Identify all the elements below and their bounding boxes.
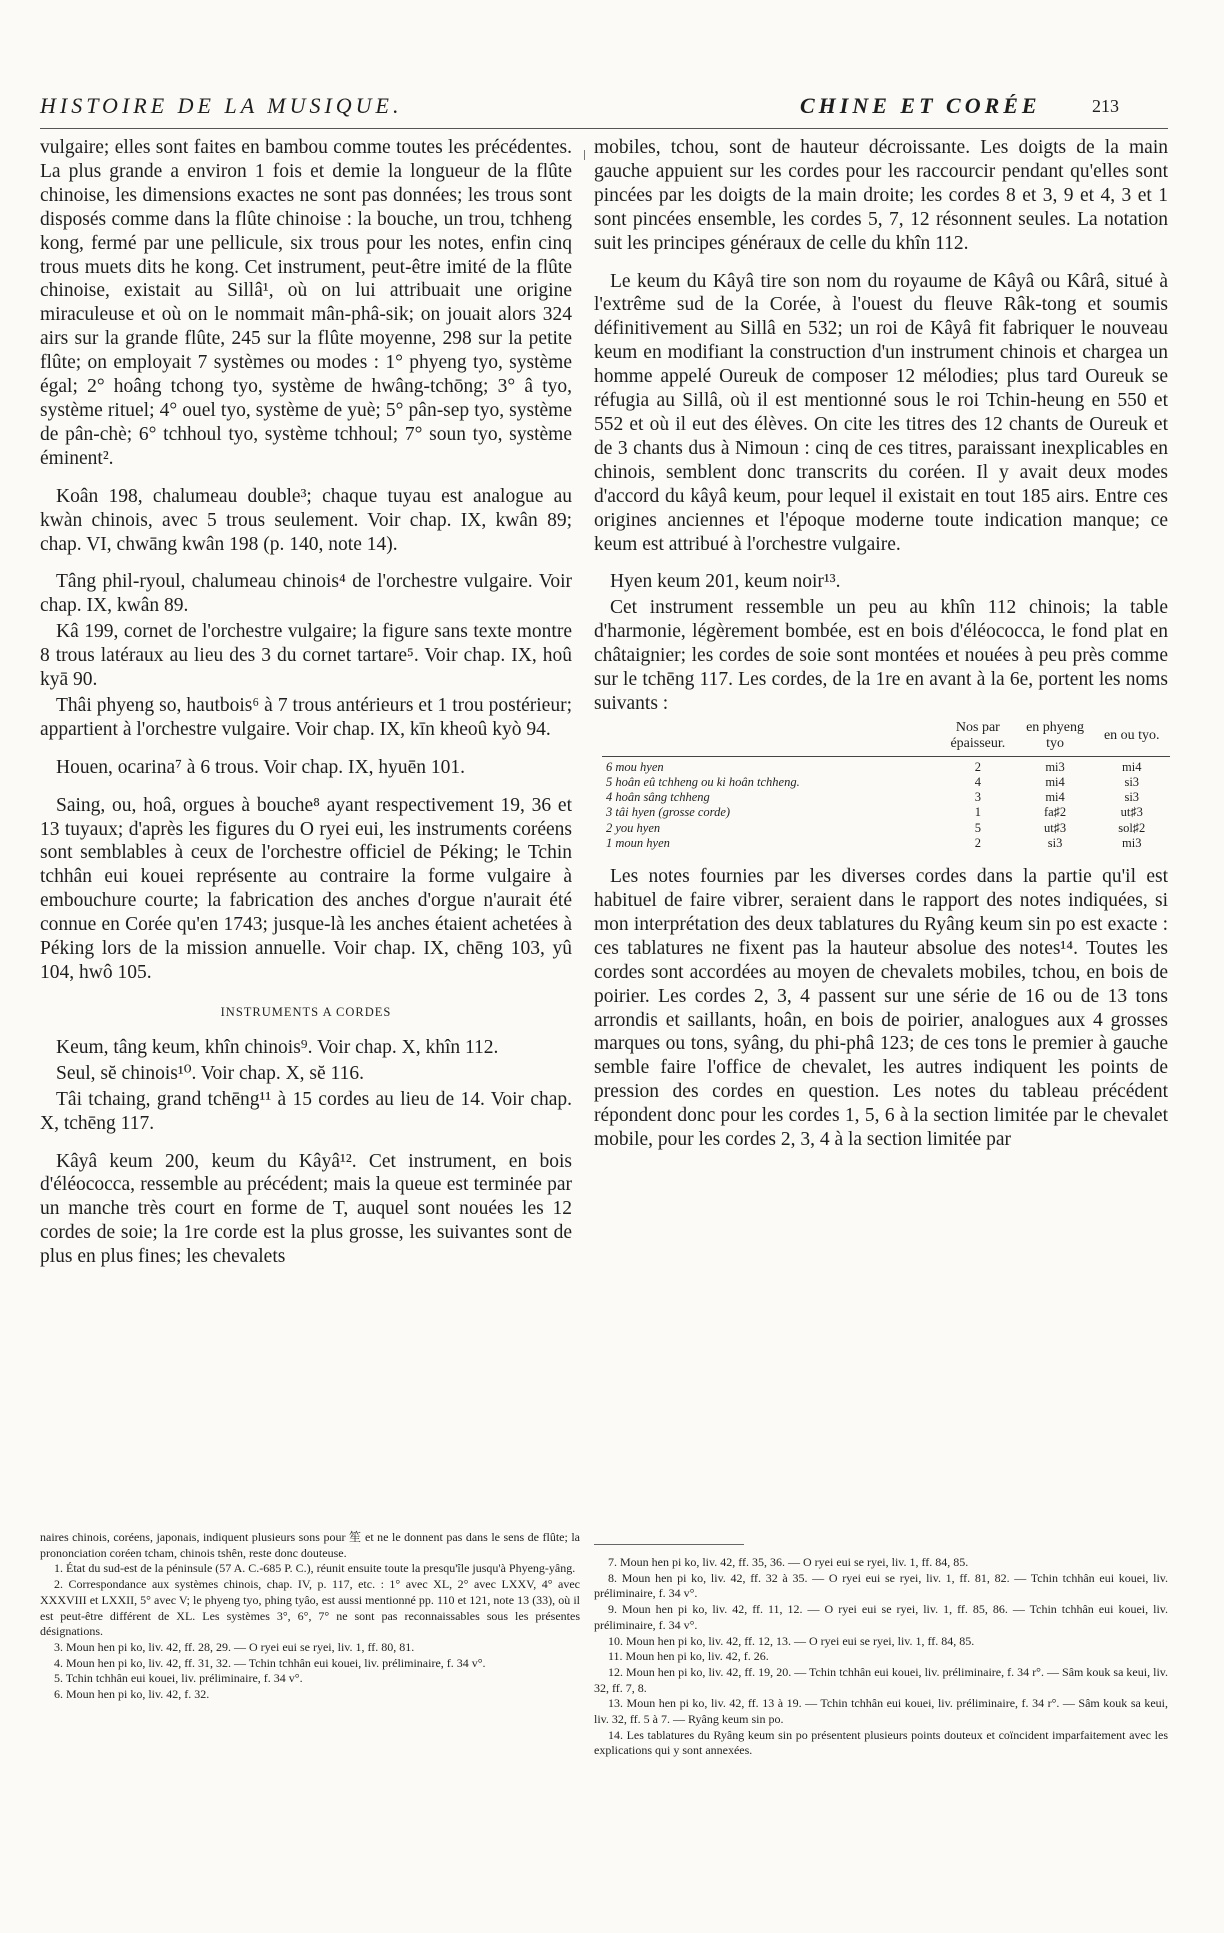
table-cell: 4 hoân sâng tchheng	[606, 790, 710, 805]
table-cell: 5	[974, 820, 981, 835]
footnote-separator	[594, 1544, 744, 1545]
paragraph: Saing, ou, hoâ, orgues à bouche⁸ ayant respectivement 19, 36 et 13 tuyaux; d'après les figures du O ryei eui, les instruments coréens sont semblables à ceux de l'orchestre officiel de Péking; le Tchin tchhân eui kouei représente au contraire la forme vulgaire à embouchure courte; la fabrication des anches d'orgue n'aurait été connue en Corée qu'en 1743; jusque-là les anches étaient achetées à Péking lors de la mission annuelle. Voir chap. IX, chēng 103, yû 104, hwô 105.	[40, 794, 572, 983]
string-names-table	[602, 720, 1170, 851]
paragraph: Cet instrument ressemble un peu au khîn 112 chinois; la table d'harmonie, légèrement bombée, est en bois d'éléococca, le fond plat en châtaignier; les cordes de soie sont montées et nouées à peu près comme sur le tchēng 117. Les cordes, de la 1re en avant à la 6e, portent les noms suivants :	[594, 597, 1168, 714]
header-rule	[40, 128, 1168, 129]
paragraph: Koân 198, chalumeau double³; chaque tuyau est analogue au kwàn chinois, avec 5 trous seulement. Voir chap. IX, kwân 89; chap. VI, chwāng kwân 198 (p. 140, note 14).	[40, 485, 572, 555]
table-row	[602, 805, 1170, 820]
paragraph: Le keum du Kâyâ tire son nom du royaume de Kâyâ ou Kârâ, situé à l'extrême sud de la Corée, à l'ouest du fleuve Râk-tong et soumis définitivement au Sillâ en 532; un roi de Kâyâ fit fabriquer le nouveau keum en modifiant la construction d'un instrument chinois et chargea un homme appelé Oureuk de composer 12 mélodies; plus tard Oureuk se réfugia au Sillâ, où il est mentionné sous le roi Tchin-heung en 550 et 552 et où il eut des élèves. On cite les titres des 12 chants de Oureuk et de 3 chants dus à Nimoun : cinq de ces titres, paraissant inexplicables en chinois, semblent donc transcrits du coréen. Il y avait deux modes d'accord du kâyâ keum, pour lequel il existait en tout 185 airs. Entre ces origines anciennes et l'époque moderne toute indication manque; ce keum est attribué à l'orchestre vulgaire.	[594, 270, 1168, 555]
footnote: 13. Moun hen pi ko, liv. 42, ff. 13 à 19. — Tchin tchhân eui kouei, liv. préliminaire, f. 34 r°. — Sâm kouk sa keui, liv. 32, ff. 5 à 7. — Ryâng keum sin po.	[594, 1696, 1168, 1727]
table-cell: ut♯3	[1120, 805, 1143, 820]
table-cell: 1 moun hyen	[606, 835, 670, 850]
right-column	[594, 136, 1168, 1166]
table-cell: 4	[974, 775, 981, 790]
paragraph: Seul, sĕ chinois¹⁰. Voir chap. X, sĕ 116.	[56, 1062, 364, 1084]
paragraph: vulgaire; elles sont faites en bambou comme toutes les précédentes. La plus grande a environ 1 fois et demie la longueur de la flûte chinoise, les dimensions exactes ne sont pas données; les trous sont disposés comme dans la flûte chinoise : la bouche, un trou, tchheng kong, fermé par une pellicule, six trous pour les notes, enfin cinq trous muets dits he kong. Cet instrument, peut-être imité de la flûte chinoise, existait au Sillâ¹, où on lui attribuait une origine miraculeuse et où on le nommait mân-phâ-sik; on jouait alors 324 airs sur la grande flûte, 245 sur la flûte moyenne, 298 sur la petite flûte; on employait 7 systèmes ou modes : 1° phyeng tyo, système égal; 2° hoâng tchong tyo, système de hwâng-tchōng; 3° â tyo, système rituel; 4° ouel tyo, système de yuè; 5° pân-sep tyo, système de pân-chè; 6° tchhoul tyo, système tchhoul; 7° soun tyo, système éminent².	[40, 137, 572, 469]
table-header: en phyeng tyo	[1026, 719, 1085, 751]
table-row	[602, 775, 1170, 790]
table-cell: ut♯3	[1043, 820, 1067, 835]
table-header: en ou tyo.	[1103, 727, 1160, 743]
running-header-left: HISTOIRE DE LA MUSIQUE.	[40, 93, 403, 118]
footnote: 14. Les tablatures du Ryâng keum sin po présentent plusieurs points douteux et coïncident imparfaitement avec les explications qui y sont annexées.	[594, 1727, 1168, 1758]
table-cell: mi4	[1045, 775, 1065, 790]
paragraph: Keum, tâng keum, khîn chinois⁹. Voir chap. X, khîn 112.	[56, 1036, 499, 1058]
paragraph: Tâi tchaing, grand tchēng¹¹ à 15 cordes au lieu de 14. Voir chap. X, tchēng 117.	[40, 1088, 572, 1134]
paragraph: Les notes fournies par les diverses cordes dans la partie qu'il est habituel de faire vibrer, seraient dans le rapport des notes indiquées, si mon interprétation des deux tablatures du Ryâng keum sin po est exacte : ces tablatures ne fixent pas la hauteur absolue des notes¹⁴. Toutes les cordes sont accordées au moyen de chevalets mobiles, tchou, en bois de poirier. Les cordes 2, 3, 4 passent sur une série de 16 ou de 13 tons arrondis et saillants, hoân, en bois de poirier, analogues aux 4 grosses marques ou tons, syâng, du phi-phâ 123; de ces tons le premier à gauche semble faire l'office de chevalet, les autres indiquent les points de pression des cordes en question. Les notes du tableau précédent répondent donc pour les cordes 1, 5, 6 à la section limitée par le chevalet mobile, pour les cordes 2, 3, 4 à la section limitée par	[594, 866, 1168, 1151]
footnote: 8. Moun hen pi ko, liv. 42, ff. 32 à 35. — O ryei eui se ryei, liv. 1, ff. 81, 82. — Tchin tchhân eui kouei, liv. préliminaire, f. 34 v°.	[594, 1570, 1168, 1601]
table-cell: 3 tâi hyen (grosse corde)	[606, 805, 731, 820]
column-divider-mark	[584, 150, 585, 160]
left-footnotes	[40, 1530, 580, 1703]
footnote: 9. Moun hen pi ko, liv. 42, ff. 11, 12. — O ryei eui se ryei, liv. 1, ff. 85, 86. — Tchin tchhân eui kouei, liv. préliminaire, f. 34 v°.	[594, 1602, 1168, 1632]
table-cell: mi3	[1122, 835, 1142, 850]
footnote: 10. Moun hen pi ko, liv. 42, ff. 12, 13. — O ryei eui se ryei, liv. 1, ff. 84, 85.	[608, 1633, 975, 1648]
footnote: 5. Tchin tchhân eui kouei, liv. préliminaire, f. 34 v°.	[54, 1671, 303, 1686]
table-cell: si3	[1124, 790, 1140, 805]
table-row	[602, 756, 1170, 775]
table-cell: 6 mou hyen	[602, 756, 939, 775]
table-cell: si3	[1047, 835, 1063, 850]
footnote: 2. Correspondance aux systèmes chinois, chap. IV, p. 117, etc. : 1° avec XL, 2° avec LXXV, 4° avec XXXVIII et LXXII, 5° avec V; le phyeng tyo, phing tyâo, est aussi mentionné pp. 110 et 121, note 13 (33), où il est peut-être différent de XL. Les systèmes 3°, 6°, 7° ne sont pas reconnaissables sous les présentes désignations.	[40, 1577, 580, 1639]
paragraph: Kâ 199, cornet de l'orchestre vulgaire; la figure sans texte montre 8 trous latéraux au lieu des 3 du cornet tartare⁵. Voir chap. IX, hoû kyā 90.	[40, 621, 572, 691]
table-cell: si3	[1124, 775, 1140, 790]
footnote: 12. Moun hen pi ko, liv. 42, ff. 19, 20. — Tchin tchhân eui kouei, liv. préliminaire, f. 34 r°. — Sâm kouk sa keui, liv. 32, ff. 7, 8.	[594, 1664, 1168, 1695]
table-cell: 2	[974, 835, 981, 850]
footnote: 7. Moun hen pi ko, liv. 42, ff. 35, 36. — O ryei eui se ryei, liv. 1, ff. 84, 85.	[608, 1555, 969, 1569]
footnote: 4. Moun hen pi ko, liv. 42, ff. 31, 32. — Tchin tchhân eui kouei, liv. préliminaire, f. 34 v°.	[54, 1655, 486, 1670]
paragraph: Thâi phyeng so, hautbois⁶ à 7 trous antérieurs et 1 trou postérieur; appartient à l'orchestre vulgaire. Voir chap. IX, kīn kheoû kyò 94.	[40, 694, 572, 740]
running-header-right: CHINE ET CORÉE	[800, 93, 1041, 118]
table-cell: 3	[974, 790, 981, 805]
table-cell: sol♯2	[1118, 820, 1146, 835]
footnote: 6. Moun hen pi ko, liv. 42, f. 32.	[54, 1687, 210, 1702]
paragraph: Hyen keum 201, keum noir¹³.	[610, 571, 841, 593]
table-header: Nos par épaisseur.	[950, 719, 1006, 751]
table-cell: 5 hoân eû tchheng ou ki hoân tchheng.	[606, 775, 800, 790]
table-cell: fa♯2	[1043, 805, 1067, 820]
left-column	[40, 136, 572, 1283]
table-cell: 1	[974, 805, 981, 820]
table-cell: mi3	[1017, 756, 1094, 775]
footnote: 1. État du sud-est de la péninsule (57 A. C.-685 P. C.), réunit ensuite toute la presqu'île jusqu'à Phyeng-yâng.	[54, 1561, 576, 1576]
footnote: naires chinois, coréens, japonais, indiquent plusieurs sons pour 笙 et ne le donnent pas dans le sens de flûte; la prononciation coréen tcham, chinois tshên, reste donc douteuse.	[40, 1530, 580, 1560]
section-subheading: INSTRUMENTS A CORDES	[220, 1004, 392, 1019]
table-cell: mi4	[1045, 790, 1065, 805]
footnote: 11. Moun hen pi ko, liv. 42, f. 26.	[608, 1649, 769, 1664]
table-cell: mi4	[1094, 756, 1170, 775]
table-row	[602, 790, 1170, 805]
paragraph: Tâng phil-ryoul, chalumeau chinois⁴ de l'orchestre vulgaire. Voir chap. IX, kwân 89.	[40, 571, 572, 617]
footnote: 3. Moun hen pi ko, liv. 42, ff. 28, 29. — O ryei eui se ryei, liv. 1, ff. 80, 81.	[54, 1639, 415, 1654]
right-footnotes	[594, 1530, 1168, 1759]
table-cell: 2	[939, 756, 1016, 775]
table-row	[602, 821, 1170, 836]
paragraph: mobiles, tchou, sont de hauteur décroissante. Les doigts de la main gauche appuient sur les cordes pour les raccourcir pendant qu'elles sont pincées par les doigts de la main droite; les cordes 8 et 3, 9 et 4, 3 et 1 sont pincées ensemble, les cordes 5, 7, 12 résonnent seules. La notation suit les principes généraux de celle du khîn 112.	[594, 137, 1168, 254]
table-header	[602, 720, 939, 757]
table-cell: 2 you hyen	[606, 820, 661, 835]
table-row	[602, 836, 1170, 851]
paragraph: Houen, ocarina⁷ à 6 trous. Voir chap. IX, hyuēn 101.	[56, 756, 465, 778]
page-number: 213	[1092, 96, 1119, 116]
paragraph: Kâyâ keum 200, keum du Kâyâ¹². Cet instrument, en bois d'éléococca, ressemble au précédent; mais la queue est terminée par un manche très court en forme de T, auquel sont nouées les 12 cordes de soie; la 1re corde est la plus grosse, les suivantes sont de plus en plus fines; les chevalets	[40, 1150, 572, 1268]
